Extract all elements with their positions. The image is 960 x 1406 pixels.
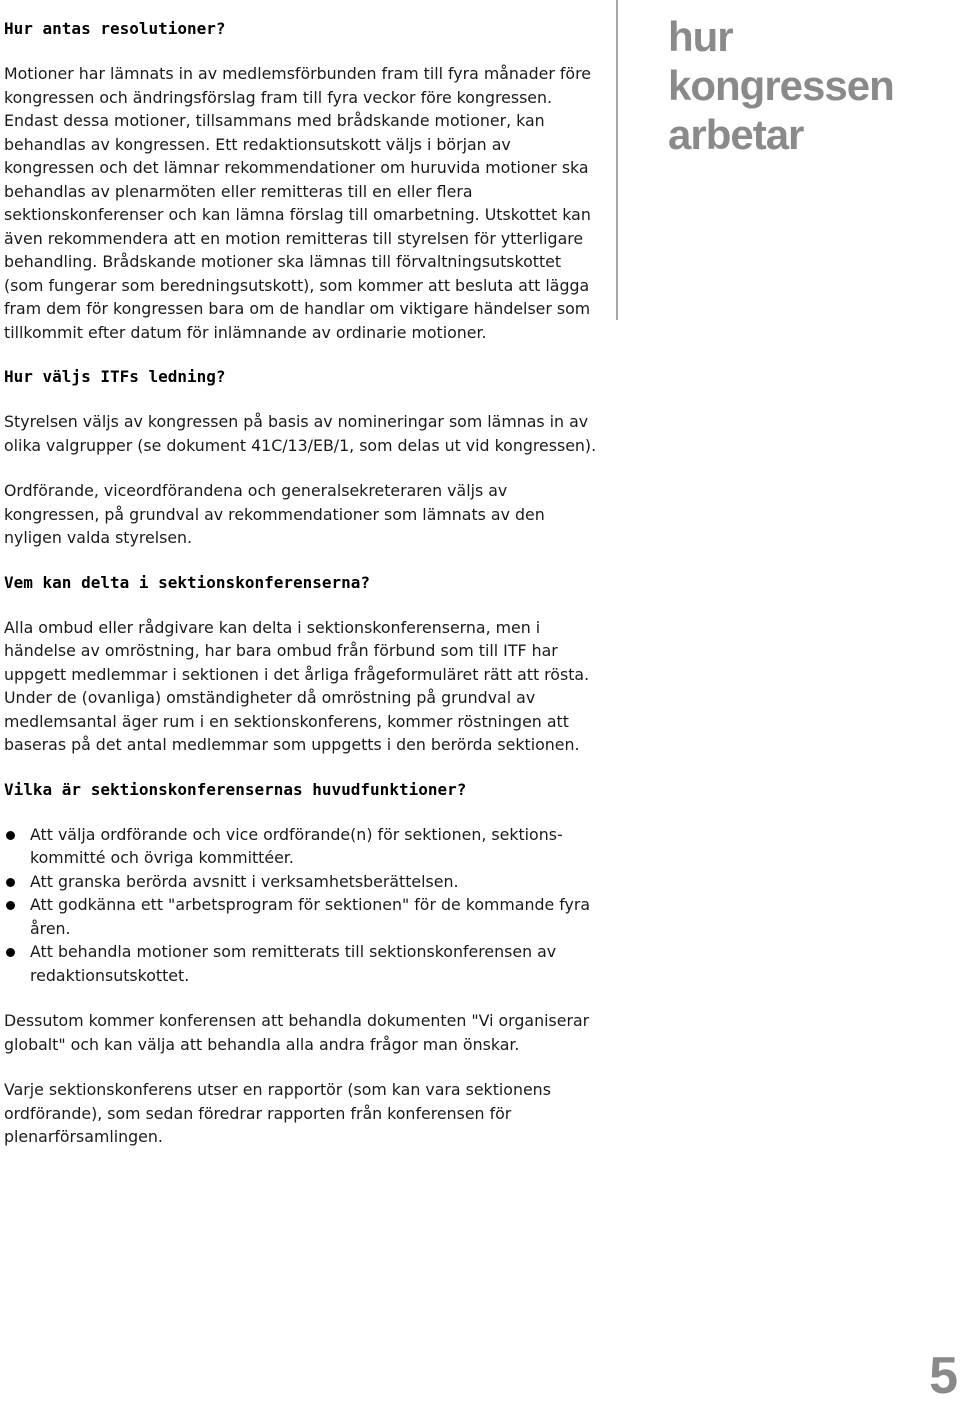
section-heading: Vilka är sektionskonferensernas huvudfunktioner? — [4, 779, 467, 799]
list-item-text: Att godkänna ett "arbetsprogram för sektionen" för de kommande fyra åren. — [30, 895, 591, 938]
paragraph: Motioner har lämnats in av medlemsförbunden fram till fyra månader före kongressen och ändringsförslag fram till fyra veckor före kongressen. Endast dessa motioner, tillsammans med brådskande motioner, kan behandlas av kongressen. Ett redaktionsutskott väljs i början av kongressen och det lämnar rekommendationer om huruvida motioner ska behandlas av plenarmöten eller remitteras till en eller flera sektionskonferenser och kan lämna förslag till omarbetning. Utskottet kan även rekommendera att en motion remitteras till styrelsen för ytterligare behandling. Brådskande motioner ska lämnas till förvaltningsutskottet (som fungerar som beredningsutskott), som kommer att besluta att lägga fram dem för kongressen bara om de handlar om viktigare händelser som tillkommit efter datum för inlämnande av ordinarie motioner. — [4, 64, 591, 342]
paragraph: Varje sektionskonferens utser en rapportör (som kan vara sektionens ordförande), som sedan föredrar rapporten från konferensen för plenarförsamlingen. — [4, 1080, 551, 1146]
page-number: 5 — [929, 1347, 958, 1405]
bullet-icon — [6, 901, 15, 910]
side-title — [668, 12, 960, 159]
bullet-icon — [6, 878, 15, 887]
section-heading: Hur väljs ITFs ledning? — [4, 367, 226, 386]
side-title-line-1: hur kongressen — [668, 13, 894, 109]
section-heading: Vem kan delta i sektionskonferenserna? — [4, 572, 371, 592]
list-item — [4, 870, 602, 894]
list-item — [4, 823, 602, 870]
bullet-list — [4, 823, 602, 988]
paragraph: Styrelsen väljs av kongressen på basis av nomineringar som lämnas in av olika valgrupper (se dokument 41C/13/EB/1, som delas ut vid kongressen). — [4, 412, 597, 455]
side-title-line-2: arbetar — [668, 111, 804, 158]
paragraph: Ordförande, viceordförandena och generalsekreteraren väljs av kongressen, på grundval av rekommendationer som lämnats av den nyligen valda styrelsen. — [4, 481, 545, 547]
list-item — [4, 893, 602, 940]
main-text-column — [4, 18, 602, 1171]
section-participation — [4, 572, 602, 757]
list-item-text: Att behandla motioner som remitterats till sektionskonferensen av redaktionsutskottet. — [30, 942, 557, 985]
paragraph: Alla ombud eller rådgivare kan delta i sektionskonferenserna, men i händelse av omröstning, har bara ombud från förbund som till ITF har uppgett medlemmar i sektionen i det årliga frågeformuläret rätt att rösta. Under de (ovanliga) omständigheter då omröstning på grundval av medlemsantal äger rum i en sektionskonferens, kommer röstningen att baseras på det antal medlemmar som uppgetts i den berörda sektionen. — [4, 617, 590, 754]
section-heading: Hur antas resolutioner? — [4, 19, 226, 38]
bullet-icon — [6, 831, 15, 840]
paragraph: Dessutom kommer konferensen att behandla dokumenten "Vi organiserar globalt" och kan välja att behandla alla andra frågor man önskar. — [4, 1011, 590, 1054]
bullet-icon — [6, 948, 15, 957]
list-item — [4, 940, 602, 987]
list-item-text: Att välja ordförande och vice ordförande(n) för sektionen, sektions-kommitté och övriga kommittéer. — [30, 824, 563, 867]
list-item-text: Att granska berörda avsnitt i verksamhetsberättelsen. — [30, 871, 459, 891]
section-functions — [4, 779, 602, 1149]
vertical-divider — [616, 0, 618, 320]
section-resolutions — [4, 18, 602, 344]
section-leadership — [4, 366, 602, 550]
